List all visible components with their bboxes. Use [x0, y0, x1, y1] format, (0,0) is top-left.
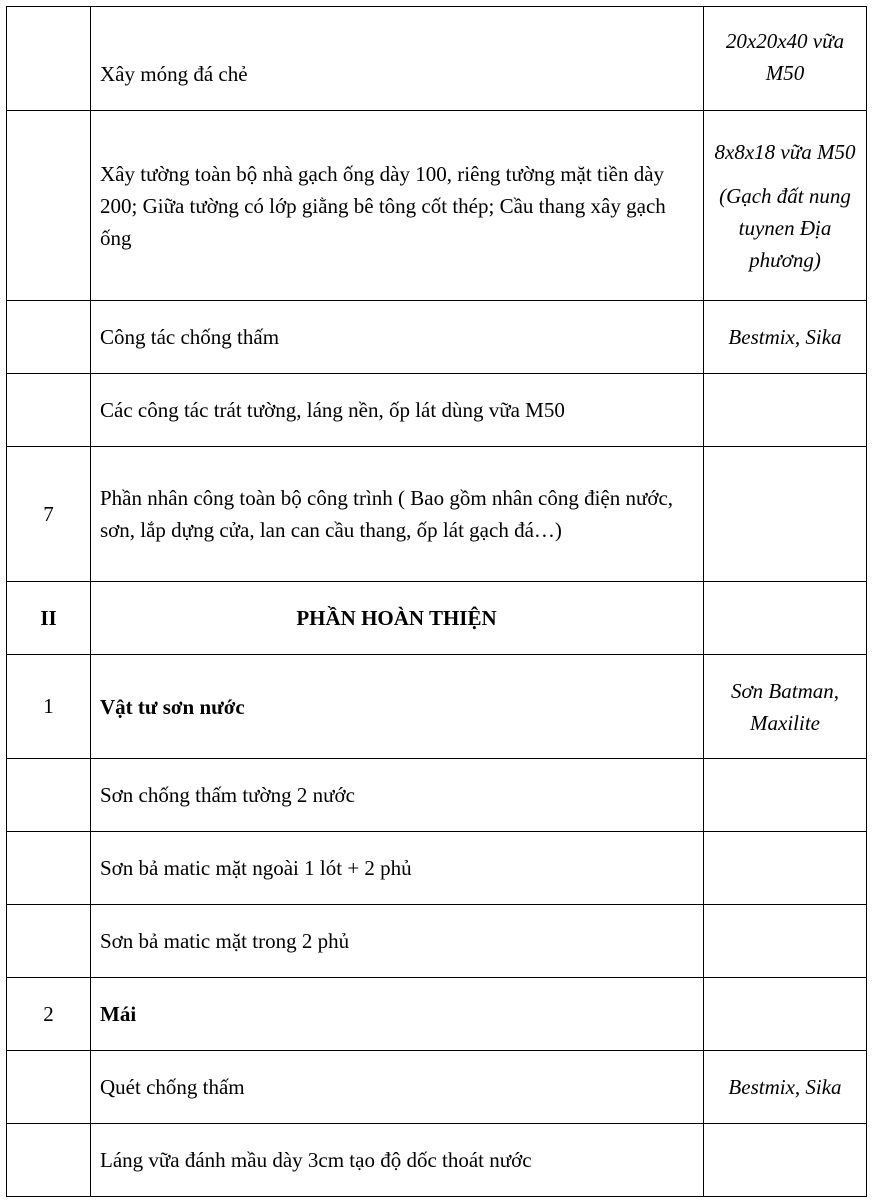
table-row: [7, 759, 867, 832]
row-description: Sơn chống thấm tường 2 nước: [91, 759, 704, 832]
brand-line: 8x8x18 vữa M50: [714, 139, 856, 164]
brand-line: M50: [765, 61, 805, 85]
table-row: [7, 1124, 867, 1197]
row-brand: [704, 978, 867, 1051]
section-header-row: [7, 582, 867, 655]
row-number: [7, 111, 91, 301]
specification-table: [6, 6, 867, 1197]
row-brand: [704, 759, 867, 832]
row-number: 7: [7, 447, 91, 582]
row-description: Vật tư sơn nước: [91, 655, 704, 759]
section-title: PHẦN HOÀN THIỆN: [91, 582, 704, 655]
row-brand: [704, 111, 867, 301]
row-brand: [704, 374, 867, 447]
row-brand: [704, 832, 867, 905]
table-row: [7, 1051, 867, 1124]
row-description: Quét chống thấm: [91, 1051, 704, 1124]
row-brand: [704, 447, 867, 582]
row-description: Phần nhân công toàn bộ công trình ( Bao gồm nhân công điện nước, sơn, lắp dựng cửa, lan can cầu thang, ốp lát gạch đá…): [91, 447, 704, 582]
table-row: [7, 447, 867, 582]
brand-line: Sơn Batman,: [730, 679, 840, 703]
row-number: [7, 301, 91, 374]
row-brand: [704, 301, 867, 374]
table-row: [7, 655, 867, 759]
row-number: [7, 1124, 91, 1197]
table-row: [7, 832, 867, 905]
brand-line: Bestmix, Sika: [728, 1075, 842, 1099]
row-number: [7, 374, 91, 447]
table-row: [7, 7, 867, 111]
brand-line: Maxilite: [750, 711, 820, 735]
row-description: Công tác chống thấm: [91, 301, 704, 374]
row-description: Mái: [91, 978, 704, 1051]
row-brand: [704, 582, 867, 655]
row-number: [7, 905, 91, 978]
table-row: [7, 978, 867, 1051]
row-brand: [704, 1051, 867, 1124]
row-description: Xây móng đá chẻ: [91, 7, 704, 111]
brand-line: tuynen Địa: [738, 215, 832, 240]
row-number: [7, 759, 91, 832]
row-brand: [704, 655, 867, 759]
row-brand: [704, 905, 867, 978]
section-number: II: [7, 582, 91, 655]
table-row: [7, 374, 867, 447]
brand-line: phương): [749, 247, 821, 272]
row-description: Sơn bả matic mặt ngoài 1 lót + 2 phủ: [91, 832, 704, 905]
row-number: [7, 1051, 91, 1124]
table-row: [7, 111, 867, 301]
row-number: 1: [7, 655, 91, 759]
row-description: Xây tường toàn bộ nhà gạch ống dày 100, riêng tường mặt tiền dày 200; Giữa tường có lớp giằng bê tông cốt thép; Cầu thang xây gạch ống: [91, 111, 704, 301]
row-brand: [704, 7, 867, 111]
row-number: [7, 7, 91, 111]
brand-line: 20x20x40 vữa: [725, 29, 845, 53]
row-description: Láng vữa đánh mầu dày 3cm tạo độ dốc thoát nước: [91, 1124, 704, 1197]
table-row: [7, 301, 867, 374]
row-description: Sơn bả matic mặt trong 2 phủ: [91, 905, 704, 978]
row-brand: [704, 1124, 867, 1197]
row-number: [7, 832, 91, 905]
table-row: [7, 905, 867, 978]
row-number: 2: [7, 978, 91, 1051]
brand-line: Bestmix, Sika: [728, 325, 842, 349]
brand-line: (Gạch đất nung: [719, 183, 851, 208]
row-description: Các công tác trát tường, láng nền, ốp lát dùng vữa M50: [91, 374, 704, 447]
